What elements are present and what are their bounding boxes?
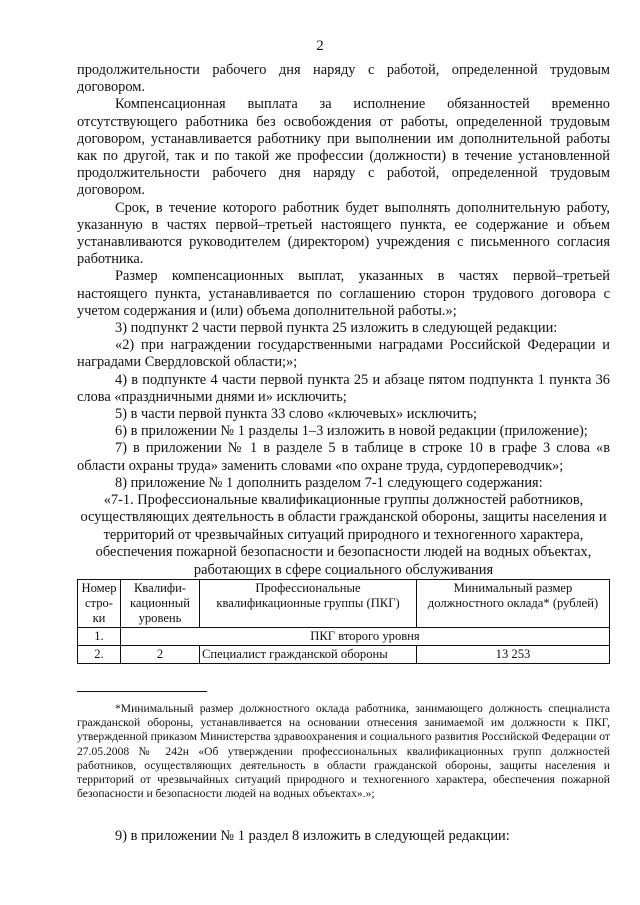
paragraph: 6) в приложении № 1 разделы 1–3 изложить в новой редакции (приложение); bbox=[115, 423, 588, 440]
group-row-number: 1. bbox=[78, 628, 121, 646]
page-number: 2 bbox=[316, 38, 324, 54]
table-group-row bbox=[78, 628, 610, 646]
paragraph: Компенсационная выплата за исполнение обязанностей временно отсутствующего работника без освобождения от работы, определенной трудовым договором, устанавливается работнику при выполнении им дополнительной работы как по другой, так и по такой же профессии (должности) в течение установленной продолжительности рабочего дня наряду с работой, определенной трудовым договором. bbox=[77, 96, 610, 199]
footnote-divider bbox=[77, 691, 207, 692]
table-header-row bbox=[78, 580, 610, 628]
group-row-label: ПКГ второго уровня bbox=[121, 628, 610, 646]
closing-paragraph bbox=[77, 828, 610, 845]
paragraph: 9) в приложении № 1 раздел 8 изложить в следующей редакции: bbox=[115, 828, 510, 844]
paragraph: 4) в подпункте 4 части первой пункта 25 и абзаце пятом подпункта 1 пункта 36 слова «праздничными днями и» исключить; bbox=[77, 371, 610, 405]
pkg-table bbox=[77, 579, 610, 664]
paragraph: продолжительности рабочего дня наряду с работой, определенной трудовым договором. bbox=[77, 62, 610, 96]
paragraph: Размер компенсационных выплат, указанных в частях первой–третьей настоящего пункта, устанавливается по соглашению сторон трудового договора с учетом содержания и (или) объема дополнительной работы.»; bbox=[77, 268, 610, 319]
row-salary: 13 253 bbox=[417, 646, 610, 664]
paragraph: 7) в приложении № 1 в разделе 5 в таблице в строке 10 в графе 3 слова «в области охраны труда» заменить словами «по охране труда, сурдопереводчик»; bbox=[77, 440, 610, 474]
footnote bbox=[77, 702, 610, 801]
paragraph: 3) подпункт 2 части первой пункта 25 изложить в следующей редакции: bbox=[115, 320, 558, 337]
row-level: 2 bbox=[121, 646, 200, 664]
header-row-number: Номер стро-ки bbox=[78, 580, 121, 628]
section-heading: «7-1. Профессиональные квалификационные группы должностей работников, осуществляющих деятельность в области гражданской обороны, защиты населения и территорий от чрезвычайных ситуаций природного и техногенного характера, обеспечения пожарной безопасности и безопасности людей на водных объектах, работающих в сфере социального обслуживания bbox=[80, 492, 607, 578]
paragraph: Срок, в течение которого работник будет выполнять дополнительную работу, указанную в частях первой–третьей настоящего пункта, ее содержание и объем устанавливаются руководителем (директором) учреждения с письменного согласия работника. bbox=[77, 199, 610, 268]
row-group: Специалист гражданской обороны bbox=[200, 646, 417, 664]
header-level: Квалифи-кационный уровень bbox=[121, 580, 200, 628]
footnote-text: *Минимальный размер должностного оклада работника, занимающего должность специалиста гражданской обороны, устанавливается на основании отнесения занимаемой им должности к ПКГ, утвержденной приказом Министерства здравоохранения и социального развития Российской Федерации от 27.05.2008 № 242н «Об утверждении профессиональных квалификационных групп должностей работников, осуществляющих деятельность в области гражданской обороны, защиты населения и территорий от чрезвычайных ситуаций природного и техногенного характера, обеспечения пожарной безопасности и безопасности людей на водных объектах».»; bbox=[77, 702, 610, 801]
document-body bbox=[77, 62, 610, 664]
paragraph: 5) в части первой пункта 33 слово «ключевых» исключить; bbox=[115, 406, 478, 423]
header-salary: Минимальный размер должностного оклада* (рублей) bbox=[417, 580, 610, 628]
table-row bbox=[78, 646, 610, 664]
header-group: Профессиональные квалификационные группы (ПКГ) bbox=[200, 580, 417, 628]
paragraph: «2) при награждении государственными наградами Российской Федерации и наградами Свердловской области;»; bbox=[77, 337, 610, 371]
paragraph: 8) приложение № 1 дополнить разделом 7-1 следующего содержания: bbox=[115, 474, 543, 491]
row-number: 2. bbox=[78, 646, 121, 664]
